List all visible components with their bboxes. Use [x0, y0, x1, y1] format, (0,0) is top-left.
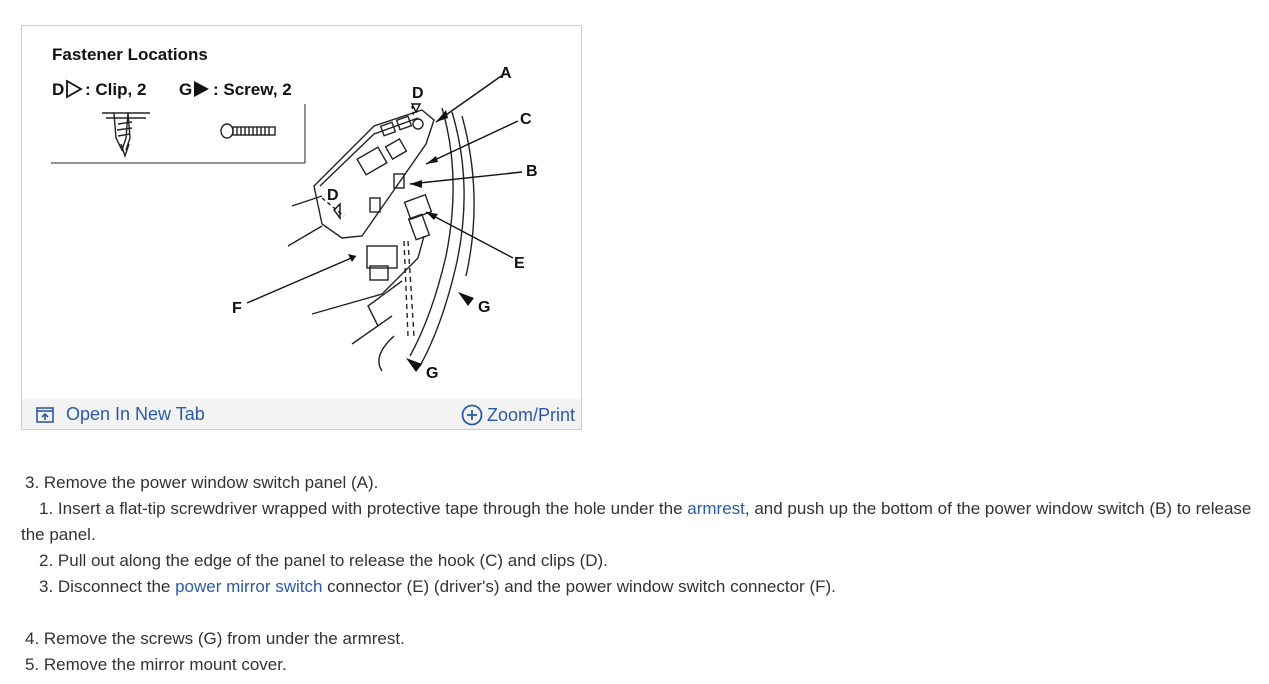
- step-4: 4. Remove the screws (G) from under the armrest.: [25, 629, 405, 648]
- callout-e: E: [514, 255, 525, 272]
- clip-fastener-icon: [102, 113, 150, 156]
- legend-screw-letter: G: [179, 80, 193, 99]
- step-5: 5. Remove the mirror mount cover.: [25, 655, 287, 674]
- clip-triangle-icon: [67, 81, 81, 97]
- open-in-new-tab-label: Open In New Tab: [66, 404, 205, 424]
- open-new-tab-icon: [36, 407, 54, 423]
- screw-fastener-icon: [221, 124, 275, 138]
- screw-marker-icon: [406, 358, 422, 372]
- open-in-new-tab-button[interactable]: [36, 404, 205, 425]
- legend-clip-text: : Clip, 2: [85, 80, 147, 99]
- step-3-3: 3. Disconnect the power mirror switch connector (E) (driver's) and the power window switch connector (F).: [39, 577, 836, 596]
- screw-marker-icon: [458, 292, 474, 306]
- legend-clip-letter: D: [52, 80, 65, 99]
- clip-marker-icon: [334, 204, 340, 218]
- zoom-plus-icon: [461, 404, 483, 426]
- door-panel-drawing: [288, 106, 474, 371]
- screw-triangle-icon: [194, 81, 209, 97]
- callout-c: C: [520, 111, 532, 128]
- armrest-link[interactable]: armrest: [687, 499, 745, 518]
- callout-a: A: [500, 65, 512, 82]
- fastener-diagram: [22, 26, 581, 398]
- callout-g-lower: G: [426, 365, 439, 382]
- figure-card: [21, 25, 582, 430]
- zoom-print-button[interactable]: [461, 404, 575, 426]
- step-3: 3. Remove the power window switch panel (A).: [25, 473, 379, 492]
- zoom-print-label: Zoom/Print: [486, 404, 575, 425]
- callout-d-left: D: [327, 187, 339, 204]
- figure-footer: [22, 399, 581, 429]
- callout-f: F: [232, 300, 242, 317]
- legend-screw-text: : Screw, 2: [213, 80, 292, 99]
- power-mirror-switch-link[interactable]: power mirror switch: [175, 577, 323, 596]
- callout-g-upper: G: [478, 299, 491, 316]
- callout-d-top: D: [412, 85, 424, 102]
- step-3-2: 2. Pull out along the edge of the panel to release the hook (C) and clips (D).: [39, 551, 608, 570]
- callout-b: B: [526, 163, 538, 180]
- step-3-1: 1. Insert a flat-tip screwdriver wrapped with protective tape through the hole under the armrest, and push up the bottom of the power window switch (B) to release the panel.: [21, 499, 1252, 544]
- diagram-title: Fastener Locations: [52, 45, 208, 64]
- procedure-steps: [21, 470, 1256, 678]
